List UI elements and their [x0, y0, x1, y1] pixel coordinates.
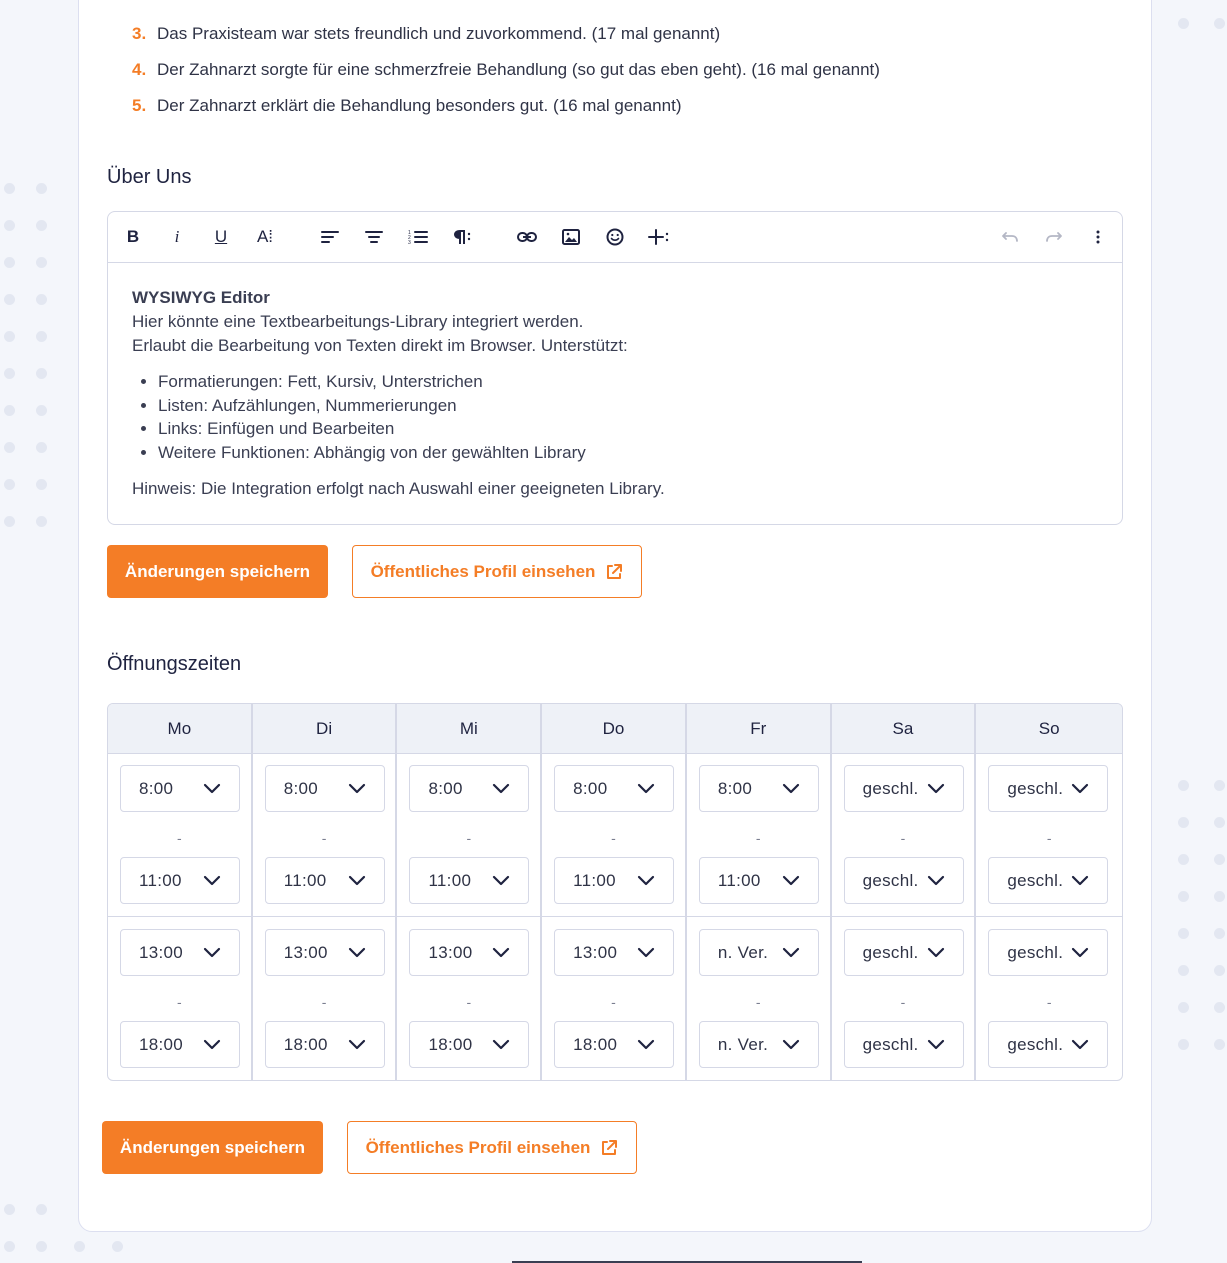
list-text: Der Zahnarzt erklärt die Behandlung besonders gut. (16 mal genannt)	[157, 96, 682, 115]
chevron-down-icon	[927, 783, 945, 794]
wysiwyg-editor	[107, 211, 1123, 525]
time-select[interactable]	[699, 857, 819, 904]
chevron-down-icon	[782, 875, 800, 886]
time-value: 8:00	[283, 778, 319, 798]
time-select[interactable]	[844, 929, 964, 976]
time-value: geschl.	[1007, 1034, 1064, 1054]
time-select[interactable]	[265, 1021, 385, 1068]
time-value: geschl.	[1007, 870, 1064, 890]
list-text: Das Praxisteam war stets freundlich und zuvorkommend. (17 mal genannt)	[157, 24, 721, 43]
range-dash: -	[611, 994, 616, 1010]
time-value: geschl.	[862, 1034, 919, 1054]
day-column	[542, 704, 687, 1080]
chevron-down-icon	[927, 875, 945, 886]
button-label: Öffentliches Profil einsehen	[365, 1137, 591, 1157]
time-select[interactable]	[699, 929, 819, 976]
time-select[interactable]	[120, 1021, 240, 1068]
day-header: Mi	[397, 704, 540, 754]
time-value: 11:00	[717, 870, 761, 890]
list-item	[132, 88, 880, 124]
editor-toolbar	[108, 212, 1122, 263]
time-value: 13:00	[283, 942, 328, 962]
range-dash: -	[466, 830, 472, 846]
time-value: 11:00	[573, 870, 616, 890]
undo-icon[interactable]	[997, 225, 1023, 249]
view-public-profile-button-bottom[interactable]	[347, 1121, 637, 1174]
day-column	[687, 704, 832, 1080]
day-column	[976, 704, 1122, 1080]
time-select[interactable]	[409, 857, 529, 904]
button-label: Öffentliches Profil einsehen	[370, 561, 596, 581]
slot-divider	[976, 916, 1122, 917]
editor-note: Hinweis: Die Integration erfolgt nach Auswahl einer geeigneten Library.	[132, 478, 665, 498]
time-select[interactable]	[554, 857, 674, 904]
slot-divider	[108, 916, 251, 917]
slot-divider	[832, 916, 975, 917]
align-left-icon[interactable]	[317, 225, 343, 249]
time-value: 18:00	[139, 1034, 184, 1054]
editor-bullet-list	[132, 370, 665, 465]
time-select[interactable]	[265, 765, 385, 812]
time-value: 13:00	[428, 942, 473, 962]
chevron-down-icon	[203, 875, 221, 886]
time-value: 11:00	[283, 870, 327, 890]
slot-divider	[542, 916, 685, 917]
save-hours-button[interactable]: Änderungen speichern	[102, 1121, 323, 1174]
external-link-icon	[605, 563, 623, 581]
chevron-down-icon	[1071, 947, 1089, 958]
save-about-button[interactable]: Änderungen speichern	[107, 545, 328, 598]
chevron-down-icon	[348, 947, 366, 958]
time-value: 8:00	[139, 778, 174, 798]
chevron-down-icon	[492, 783, 510, 794]
chevron-down-icon	[492, 875, 510, 886]
more-options-icon[interactable]	[1085, 225, 1111, 249]
align-center-icon[interactable]	[361, 225, 387, 249]
underline-button[interactable]: U	[214, 227, 228, 246]
time-value: 13:00	[139, 942, 184, 962]
time-select[interactable]	[409, 929, 529, 976]
time-value: geschl.	[1007, 942, 1064, 962]
range-dash: -	[755, 830, 761, 846]
editor-line: Hier könnte eine Textbearbeitungs-Library integriert werden.	[132, 312, 584, 331]
chevron-down-icon	[637, 875, 655, 886]
emoji-icon[interactable]	[602, 225, 628, 249]
list-text: Der Zahnarzt sorgte für eine schmerzfreie Behandlung (so gut das eben geht). (16 mal genannt)	[157, 60, 880, 79]
redo-icon[interactable]	[1041, 225, 1067, 249]
chevron-down-icon	[203, 783, 221, 794]
range-dash: -	[900, 994, 906, 1010]
chevron-down-icon	[637, 1039, 655, 1050]
svg-text:2: 2	[408, 235, 411, 241]
time-select[interactable]	[554, 929, 674, 976]
range-dash: -	[611, 830, 616, 846]
insert-more-icon[interactable]	[646, 225, 672, 249]
day-column	[397, 704, 542, 1080]
time-select[interactable]	[554, 765, 674, 812]
chevron-down-icon	[637, 783, 655, 794]
day-header: Do	[542, 704, 685, 754]
slot-divider	[397, 916, 540, 917]
list-number: 5.	[132, 96, 147, 115]
time-value: 13:00	[573, 942, 618, 962]
list-item: • Listen: Aufzählungen, Nummerierungen	[158, 394, 665, 418]
time-select[interactable]	[120, 857, 240, 904]
time-value: 18:00	[573, 1034, 618, 1054]
opening-hours-title: Öffnungszeiten	[107, 653, 242, 675]
about-section-title: Über Uns	[107, 166, 192, 188]
list-item	[132, 52, 880, 88]
font-size-button[interactable]: A⁞	[256, 227, 274, 246]
bold-button[interactable]: B	[126, 227, 140, 246]
external-link-icon	[600, 1139, 618, 1157]
range-dash: -	[321, 830, 327, 846]
time-value: 8:00	[717, 778, 753, 798]
chevron-down-icon	[927, 947, 945, 958]
day-header: Di	[253, 704, 396, 754]
time-value: n. Ver.	[717, 1034, 769, 1054]
svg-text:1: 1	[408, 230, 411, 236]
range-dash: -	[1046, 830, 1052, 846]
time-select[interactable]	[988, 765, 1108, 812]
day-column	[253, 704, 398, 1080]
time-select[interactable]	[844, 857, 964, 904]
opening-hours-table	[107, 703, 1123, 1081]
day-header: Mo	[108, 704, 251, 754]
list-item: • Formatierungen: Fett, Kursiv, Unterstrichen	[158, 370, 665, 394]
chevron-down-icon	[782, 1039, 800, 1050]
time-select[interactable]	[120, 765, 240, 812]
range-dash: -	[177, 830, 182, 846]
chevron-down-icon	[1071, 1039, 1089, 1050]
day-header: So	[976, 704, 1122, 754]
range-dash: -	[321, 994, 327, 1010]
chevron-down-icon	[1071, 783, 1089, 794]
day-header: Fr	[687, 704, 830, 754]
ordered-list-icon[interactable]	[405, 225, 431, 249]
list-number: 3.	[132, 24, 147, 43]
time-value: geschl.	[862, 942, 919, 962]
chevron-down-icon	[348, 1039, 366, 1050]
time-select[interactable]	[409, 1021, 529, 1068]
time-value: geschl.	[862, 870, 919, 890]
time-select[interactable]	[409, 765, 529, 812]
review-highlights-list	[132, 16, 880, 124]
time-select[interactable]	[554, 1021, 674, 1068]
time-value: geschl.	[1007, 778, 1064, 798]
editor-line: Erlaubt die Bearbeitung von Texten direkt im Browser. Unterstützt:	[132, 336, 628, 355]
time-value: n. Ver.	[717, 942, 769, 962]
editor-content[interactable]	[132, 286, 665, 501]
time-value: 8:00	[573, 778, 608, 798]
chevron-down-icon	[492, 947, 510, 958]
chevron-down-icon	[1071, 875, 1089, 886]
range-dash: -	[177, 994, 182, 1010]
chevron-down-icon	[637, 947, 655, 958]
slot-divider	[687, 916, 830, 917]
italic-button[interactable]: i	[174, 227, 180, 246]
svg-text:3: 3	[408, 240, 411, 245]
time-value: 18:00	[283, 1034, 328, 1054]
day-column	[108, 704, 253, 1080]
time-value: 8:00	[428, 778, 463, 798]
time-select[interactable]	[988, 857, 1108, 904]
range-dash: -	[466, 994, 472, 1010]
time-select[interactable]	[988, 1021, 1108, 1068]
time-select[interactable]	[988, 929, 1108, 976]
time-select[interactable]	[699, 765, 819, 812]
range-dash: -	[1046, 994, 1052, 1010]
list-item: • Weitere Funktionen: Abhängig von der gewählten Library	[158, 441, 665, 465]
chevron-down-icon	[348, 783, 366, 794]
range-dash: -	[755, 994, 761, 1010]
slot-divider	[253, 916, 396, 917]
chevron-down-icon	[203, 947, 221, 958]
time-select[interactable]	[265, 857, 385, 904]
chevron-down-icon	[782, 947, 800, 958]
time-select[interactable]	[699, 1021, 819, 1068]
chevron-down-icon	[927, 1039, 945, 1050]
paragraph-icon[interactable]	[449, 225, 475, 249]
list-item	[132, 16, 880, 52]
list-number: 4.	[132, 60, 147, 79]
link-icon[interactable]	[514, 225, 540, 249]
chevron-down-icon	[348, 875, 366, 886]
time-select[interactable]	[844, 1021, 964, 1068]
time-select[interactable]	[844, 765, 964, 812]
image-icon[interactable]	[558, 225, 584, 249]
chevron-down-icon	[782, 783, 800, 794]
range-dash: -	[900, 830, 906, 846]
chevron-down-icon	[203, 1039, 221, 1050]
time-value: geschl.	[862, 778, 919, 798]
day-header: Sa	[832, 704, 975, 754]
time-value: 18:00	[428, 1034, 473, 1054]
time-value: 11:00	[428, 870, 472, 890]
day-column	[832, 704, 977, 1080]
time-value: 11:00	[139, 870, 182, 890]
view-public-profile-button[interactable]	[352, 545, 642, 598]
list-item: • Links: Einfügen und Bearbeiten	[158, 417, 665, 441]
editor-heading: WYSIWYG Editor	[132, 288, 270, 307]
chevron-down-icon	[492, 1039, 510, 1050]
time-select[interactable]	[265, 929, 385, 976]
time-select[interactable]	[120, 929, 240, 976]
